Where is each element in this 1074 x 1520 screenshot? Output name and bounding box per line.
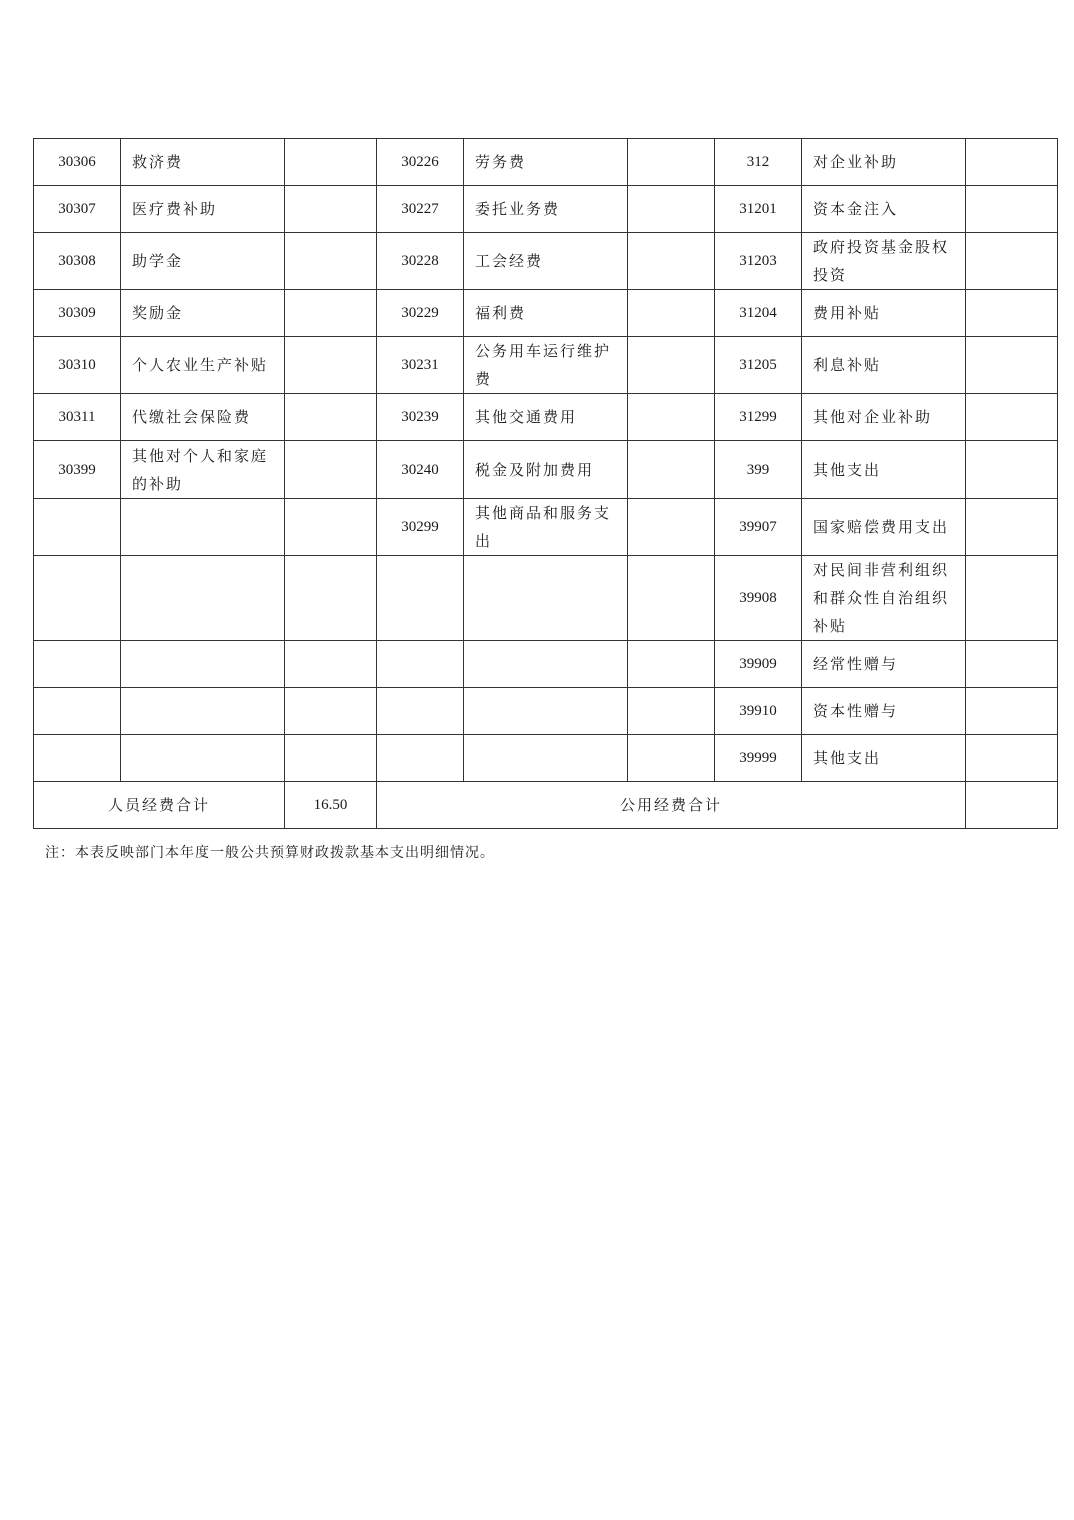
item-amount bbox=[285, 290, 377, 337]
item-amount bbox=[628, 337, 715, 394]
item-code bbox=[34, 499, 121, 556]
item-name bbox=[121, 556, 285, 641]
item-code: 39909 bbox=[715, 641, 802, 688]
item-code bbox=[377, 735, 464, 782]
item-name: 个人农业生产补贴 bbox=[121, 337, 285, 394]
item-amount bbox=[285, 394, 377, 441]
item-code: 30309 bbox=[34, 290, 121, 337]
item-code: 399 bbox=[715, 441, 802, 499]
item-code bbox=[34, 641, 121, 688]
item-code bbox=[34, 556, 121, 641]
item-name: 国家赔偿费用支出 bbox=[802, 499, 966, 556]
item-code: 30299 bbox=[377, 499, 464, 556]
item-name: 其他对企业补助 bbox=[802, 394, 966, 441]
expenditure-detail-table bbox=[33, 138, 1058, 829]
item-amount bbox=[966, 735, 1058, 782]
table-row bbox=[34, 290, 1058, 337]
item-name: 资本金注入 bbox=[802, 186, 966, 233]
item-code: 31204 bbox=[715, 290, 802, 337]
item-amount bbox=[285, 139, 377, 186]
table-row bbox=[34, 556, 1058, 641]
item-code: 31203 bbox=[715, 233, 802, 290]
item-name: 工会经费 bbox=[464, 233, 628, 290]
item-code bbox=[34, 735, 121, 782]
public-total-label: 公用经费合计 bbox=[377, 782, 966, 829]
item-amount bbox=[966, 499, 1058, 556]
item-code: 30231 bbox=[377, 337, 464, 394]
item-amount bbox=[285, 735, 377, 782]
item-name: 费用补贴 bbox=[802, 290, 966, 337]
item-code bbox=[377, 556, 464, 641]
item-code: 39910 bbox=[715, 688, 802, 735]
item-amount bbox=[285, 337, 377, 394]
item-name bbox=[464, 735, 628, 782]
table-row bbox=[34, 441, 1058, 499]
budget-sheet bbox=[33, 138, 1057, 829]
item-amount bbox=[966, 688, 1058, 735]
item-name bbox=[464, 688, 628, 735]
item-name: 委托业务费 bbox=[464, 186, 628, 233]
item-code: 30399 bbox=[34, 441, 121, 499]
item-amount bbox=[628, 441, 715, 499]
item-name bbox=[121, 641, 285, 688]
item-name bbox=[121, 499, 285, 556]
item-name: 对企业补助 bbox=[802, 139, 966, 186]
item-amount bbox=[628, 499, 715, 556]
item-amount bbox=[285, 556, 377, 641]
item-name: 其他交通费用 bbox=[464, 394, 628, 441]
item-code bbox=[377, 688, 464, 735]
item-name: 其他支出 bbox=[802, 735, 966, 782]
item-code: 30306 bbox=[34, 139, 121, 186]
table-row bbox=[34, 394, 1058, 441]
item-amount bbox=[966, 233, 1058, 290]
item-name: 劳务费 bbox=[464, 139, 628, 186]
item-code: 30228 bbox=[377, 233, 464, 290]
item-name: 其他对个人和家庭的补助 bbox=[121, 441, 285, 499]
item-code: 30229 bbox=[377, 290, 464, 337]
item-code: 39999 bbox=[715, 735, 802, 782]
item-amount bbox=[966, 139, 1058, 186]
public-total-value bbox=[966, 782, 1058, 829]
table-row bbox=[34, 139, 1058, 186]
item-amount bbox=[628, 290, 715, 337]
item-name: 利息补贴 bbox=[802, 337, 966, 394]
item-name: 福利费 bbox=[464, 290, 628, 337]
item-amount bbox=[966, 441, 1058, 499]
item-amount bbox=[966, 641, 1058, 688]
table-row bbox=[34, 735, 1058, 782]
item-name: 代缴社会保险费 bbox=[121, 394, 285, 441]
item-code: 30308 bbox=[34, 233, 121, 290]
table-row bbox=[34, 233, 1058, 290]
item-code: 39907 bbox=[715, 499, 802, 556]
personnel-total-label: 人员经费合计 bbox=[34, 782, 285, 829]
item-code: 31299 bbox=[715, 394, 802, 441]
item-name bbox=[464, 641, 628, 688]
table-row bbox=[34, 337, 1058, 394]
item-name: 助学金 bbox=[121, 233, 285, 290]
item-amount bbox=[628, 688, 715, 735]
item-amount bbox=[285, 441, 377, 499]
item-name: 政府投资基金股权投资 bbox=[802, 233, 966, 290]
personnel-total-value: 16.50 bbox=[285, 782, 377, 829]
item-name: 救济费 bbox=[121, 139, 285, 186]
item-amount bbox=[628, 186, 715, 233]
item-code: 39908 bbox=[715, 556, 802, 641]
item-name: 资本性赠与 bbox=[802, 688, 966, 735]
item-amount bbox=[285, 688, 377, 735]
item-name bbox=[121, 735, 285, 782]
table-row bbox=[34, 641, 1058, 688]
item-amount bbox=[628, 139, 715, 186]
item-code: 31205 bbox=[715, 337, 802, 394]
table-row bbox=[34, 186, 1058, 233]
item-amount bbox=[285, 499, 377, 556]
table-body bbox=[34, 139, 1058, 782]
item-code: 30227 bbox=[377, 186, 464, 233]
item-code bbox=[34, 688, 121, 735]
item-code: 30239 bbox=[377, 394, 464, 441]
item-code: 312 bbox=[715, 139, 802, 186]
item-amount bbox=[966, 290, 1058, 337]
item-code: 30307 bbox=[34, 186, 121, 233]
item-code: 30240 bbox=[377, 441, 464, 499]
table-note: 注：本表反映部门本年度一般公共预算财政拨款基本支出明细情况。 bbox=[45, 845, 495, 861]
item-name: 税金及附加费用 bbox=[464, 441, 628, 499]
item-name: 其他支出 bbox=[802, 441, 966, 499]
item-code: 30310 bbox=[34, 337, 121, 394]
item-code: 31201 bbox=[715, 186, 802, 233]
item-amount bbox=[628, 641, 715, 688]
item-name bbox=[121, 688, 285, 735]
item-name: 奖励金 bbox=[121, 290, 285, 337]
item-code: 30226 bbox=[377, 139, 464, 186]
item-amount bbox=[628, 735, 715, 782]
item-name: 公务用车运行维护费 bbox=[464, 337, 628, 394]
item-code bbox=[377, 641, 464, 688]
table-row bbox=[34, 688, 1058, 735]
item-amount bbox=[966, 337, 1058, 394]
item-name: 对民间非营利组织和群众性自治组织补贴 bbox=[802, 556, 966, 641]
item-amount bbox=[285, 233, 377, 290]
table-row bbox=[34, 499, 1058, 556]
item-amount bbox=[285, 186, 377, 233]
item-code: 30311 bbox=[34, 394, 121, 441]
item-amount bbox=[966, 556, 1058, 641]
item-name: 其他商品和服务支出 bbox=[464, 499, 628, 556]
item-amount bbox=[628, 394, 715, 441]
item-name: 医疗费补助 bbox=[121, 186, 285, 233]
item-amount bbox=[966, 186, 1058, 233]
item-name bbox=[464, 556, 628, 641]
item-amount bbox=[628, 556, 715, 641]
item-name: 经常性赠与 bbox=[802, 641, 966, 688]
item-amount bbox=[966, 394, 1058, 441]
item-amount bbox=[628, 233, 715, 290]
totals-row bbox=[34, 782, 1058, 829]
item-amount bbox=[285, 641, 377, 688]
